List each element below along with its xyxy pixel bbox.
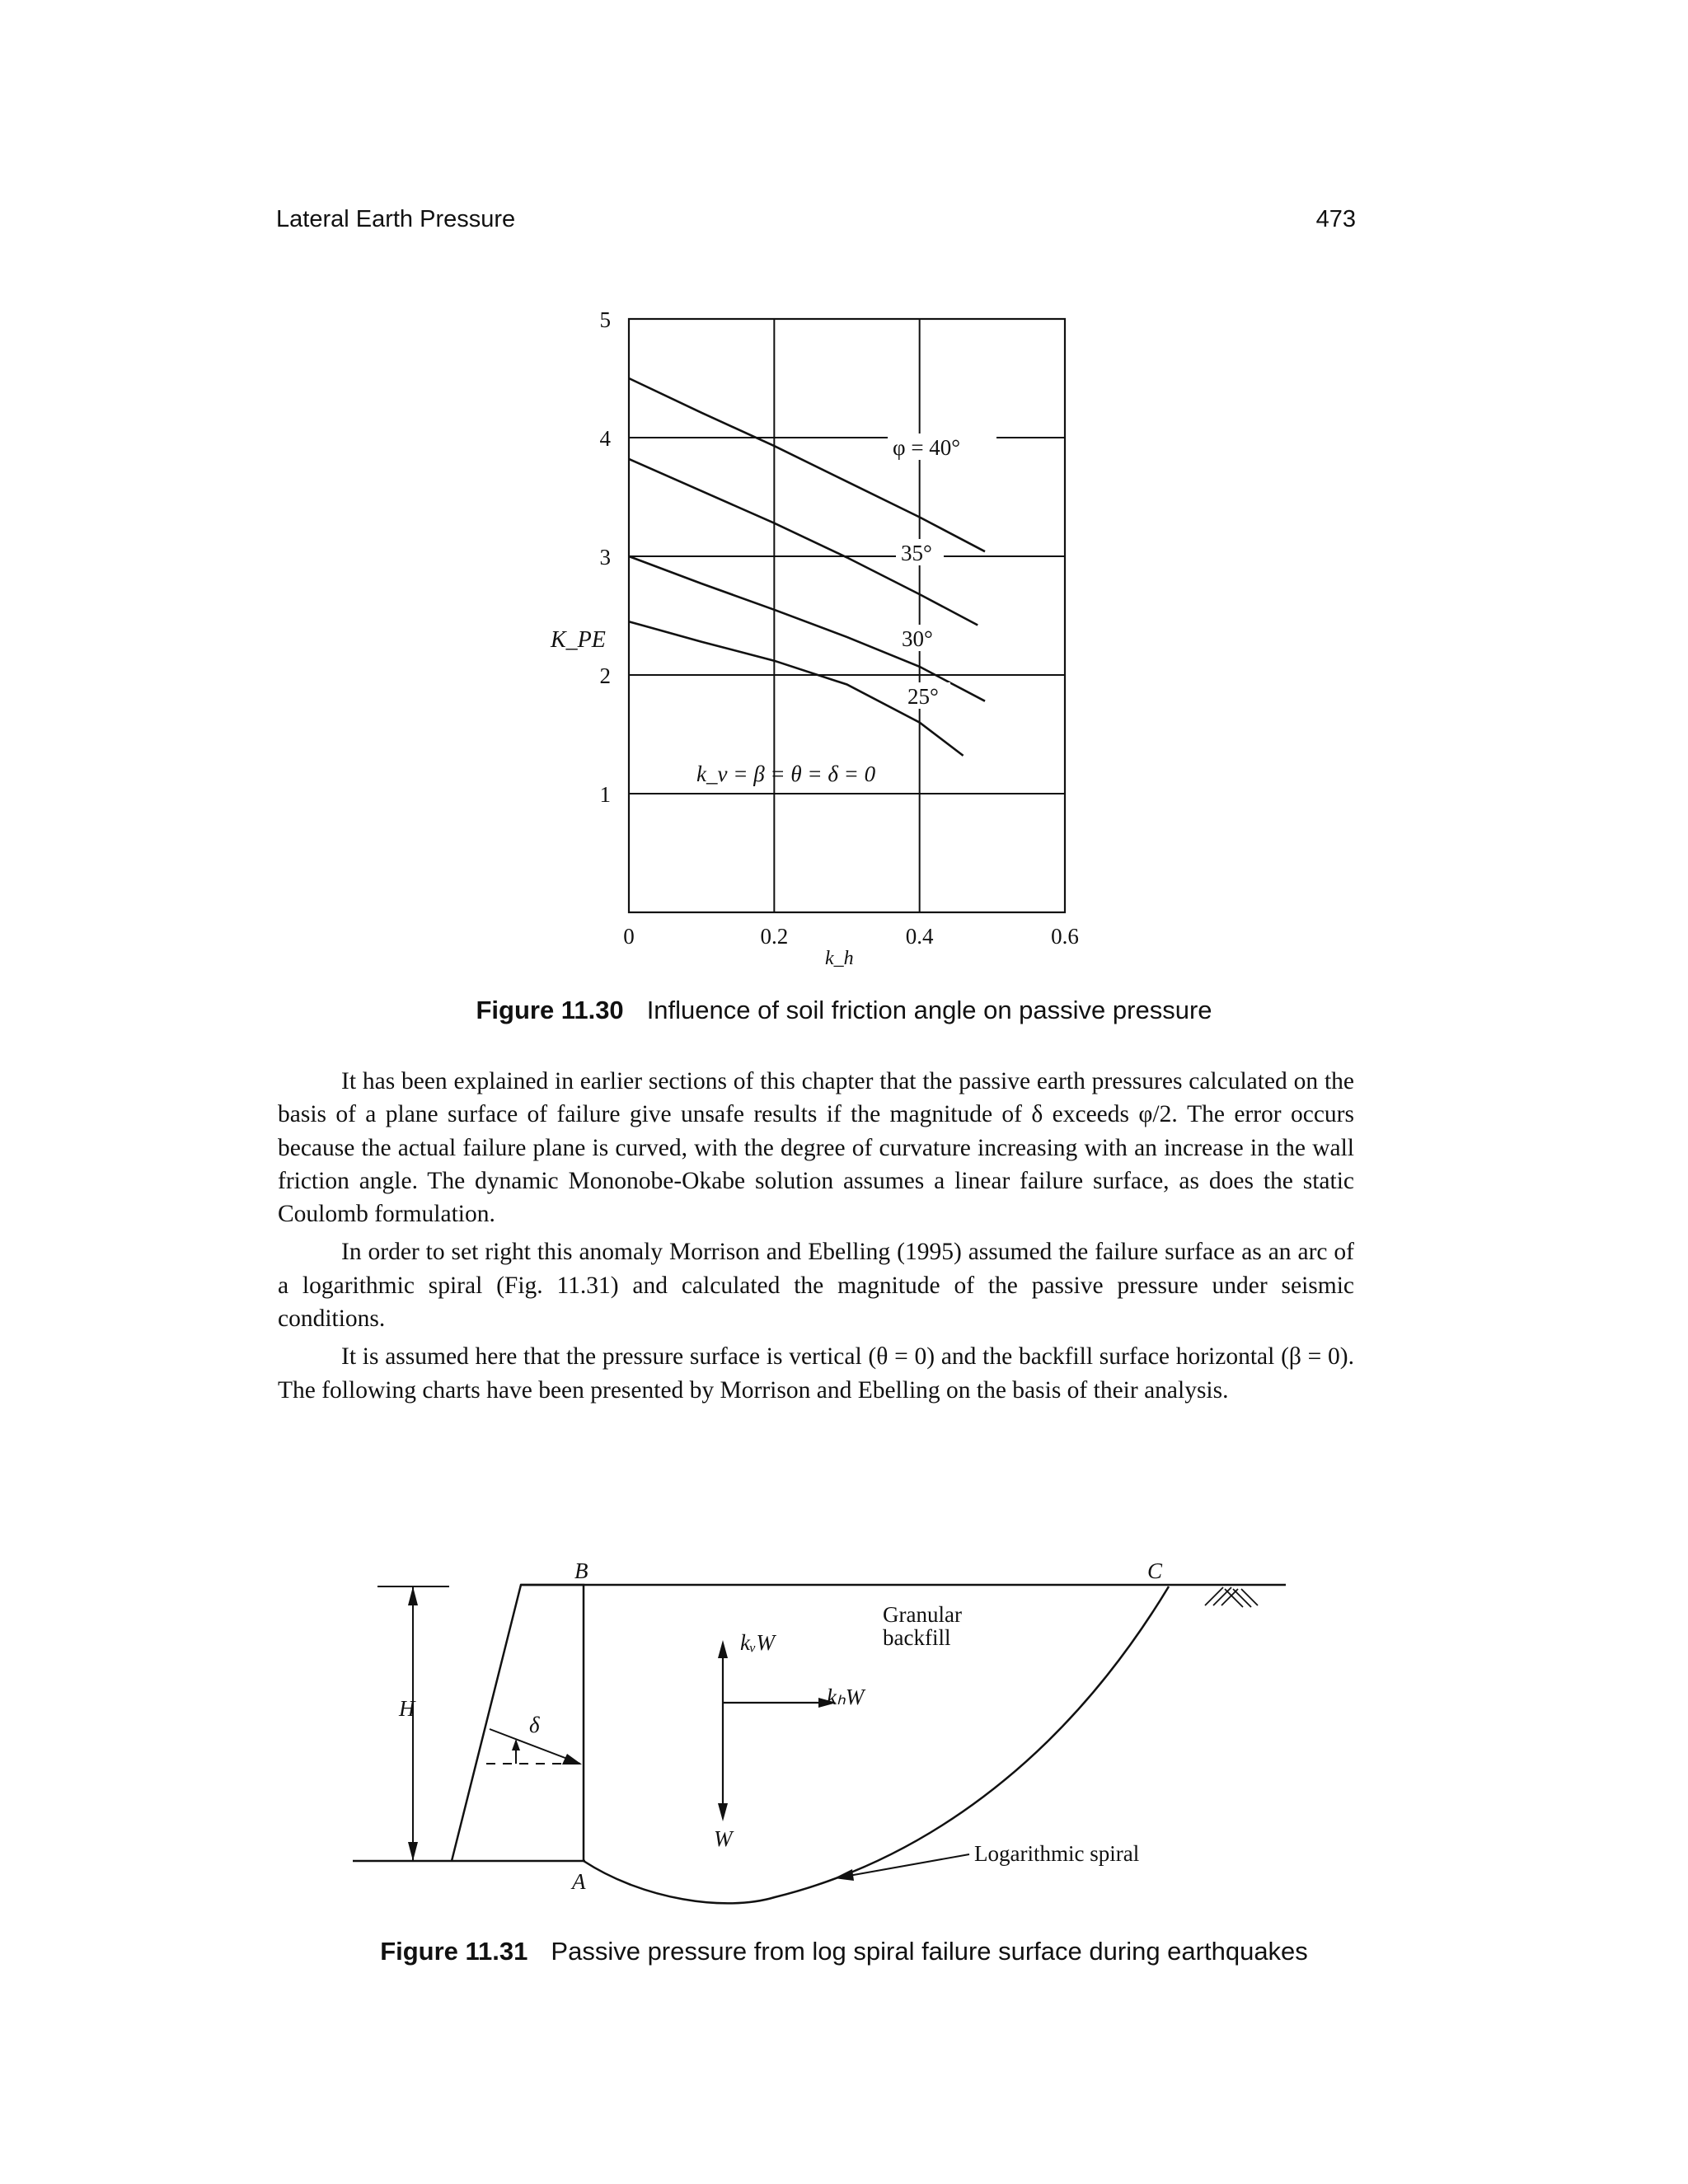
x-axis-label: k_h	[825, 948, 854, 969]
x-tick-label: 0	[623, 924, 635, 949]
x-tick-label: 0.2	[760, 924, 789, 949]
series-label: 30°	[902, 626, 933, 651]
y-axis-label: K_PE	[551, 627, 606, 653]
series-label: φ = 40°	[893, 435, 961, 460]
figure-11-31-caption	[0, 1937, 1688, 1966]
series-label: 35°	[901, 541, 932, 565]
label-delta: δ	[529, 1713, 540, 1737]
label-c: C	[1147, 1558, 1163, 1583]
x-tick-label: 0.4	[905, 924, 934, 949]
h-arrow-bottom	[408, 1842, 418, 1861]
label-b: B	[574, 1558, 588, 1583]
running-head-title: Lateral Earth Pressure	[276, 206, 516, 232]
figure-caption: Influence of soil friction angle on passive pressure	[646, 996, 1212, 1024]
chart-annotation: k_v = β = θ = δ = 0	[696, 762, 876, 786]
label-logarithmic-spiral: Logarithmic spiral	[974, 1841, 1140, 1866]
ground-hatch	[1205, 1587, 1258, 1607]
w-arrow-head	[718, 1803, 728, 1821]
label-w: W	[714, 1826, 733, 1851]
label-kv-w: kᵥW	[740, 1630, 776, 1655]
page-number: 473	[1315, 206, 1356, 232]
label-backfill: backfill	[883, 1625, 951, 1650]
kv-w-arrow-head	[718, 1640, 728, 1658]
y-tick-label: 1	[599, 782, 611, 807]
retaining-wall	[452, 1585, 584, 1861]
label-kh-w: kₕW	[827, 1685, 865, 1709]
paragraph-1: It has been explained in earlier sections of this chapter that the passive earth pressures calculated on the basis of a plane surface of failure give unsafe results if the magnitude of δ exceeds φ/2. The error occurs because the actual failure plane is curved, with the degree of curvature increasing with an increase in the wall friction angle. The dynamic Mononobe-Okabe solution assumes a linear failure surface, as does the static Coulomb formulation.	[278, 1068, 1354, 1228]
y-tick-label: 4	[599, 426, 611, 451]
label-a: A	[572, 1869, 586, 1894]
x-tick-label: 0.6	[1051, 924, 1079, 949]
series-label: 25°	[907, 684, 939, 709]
paragraph-3: It is assumed here that the pressure surface is vertical (θ = 0) and the backfill surface horizontal (β = 0). The following charts have been presented by Morrison and Ebelling on the basis of their analysis.	[278, 1343, 1354, 1404]
figure-number: Figure 11.31	[380, 1937, 528, 1966]
h-arrow-top	[408, 1586, 418, 1605]
label-granular: Granular	[883, 1602, 962, 1627]
y-tick-label: 3	[599, 545, 611, 569]
figure-number: Figure 11.30	[476, 996, 624, 1024]
label-h: H	[399, 1696, 415, 1721]
thrust-arrow-head	[562, 1754, 582, 1765]
paragraph-2: In order to set right this anomaly Morrison and Ebelling (1995) assumed the failure surface as an arc of a logarithmic spiral (Fig. 11.31) and calculated the magnitude of the passive pressure under seismic conditions.	[278, 1239, 1354, 1333]
spiral-leader-head	[834, 1869, 854, 1881]
y-tick-label: 2	[599, 663, 611, 688]
y-tick-label: 5	[599, 307, 611, 332]
figure-caption: Passive pressure from log spiral failure surface during earthquakes	[551, 1937, 1308, 1966]
